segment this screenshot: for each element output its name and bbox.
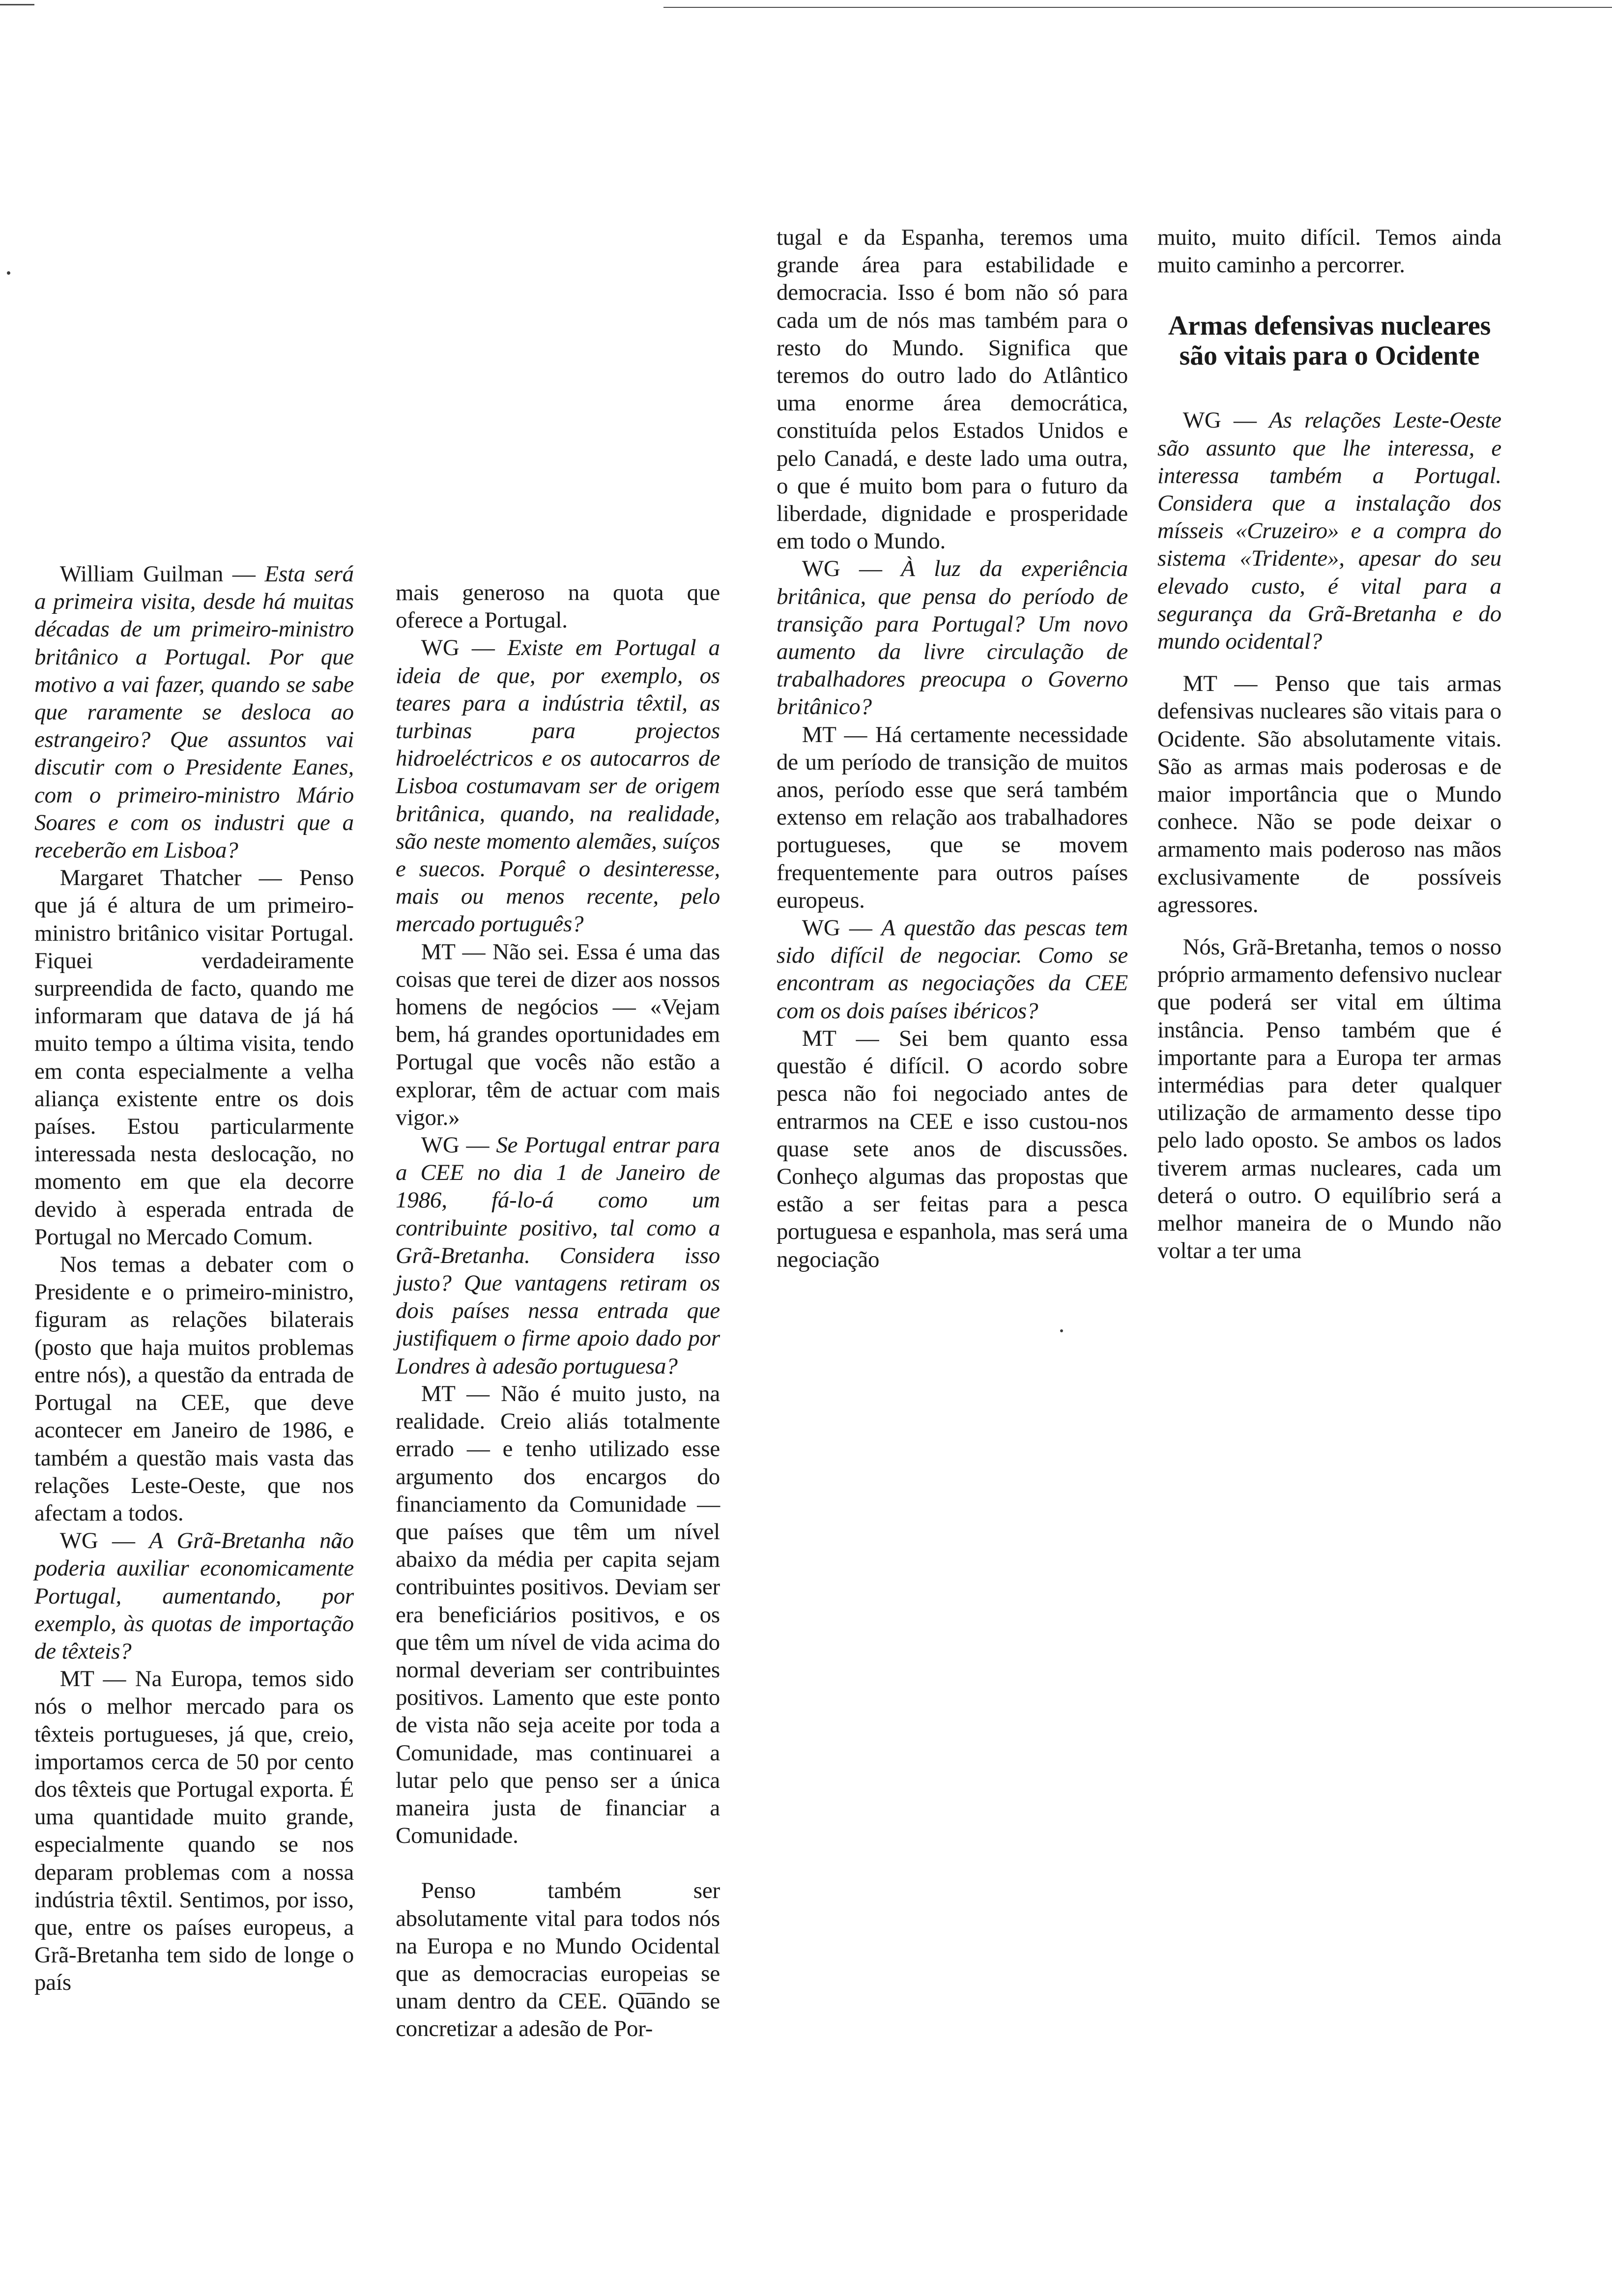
speaker-label: MT — <box>802 721 867 747</box>
interview-paragraph <box>777 914 1128 1025</box>
answer-text: Não sei. Essa é uma das coisas que terei de dizer aos nossos homens de negócios — «Vejam bem, há grandes oportunidades em Portugal que vocês não estão a explorar, têm de actuar com mais vigor.» <box>396 939 720 1130</box>
interview-paragraph <box>1157 406 1501 655</box>
question-text: Se Portugal entrar para a CEE no dia 1 de Janeiro de 1986, fá-lo-á como um contribuinte positivo, tal como a Grã-Bretanha. Considera isso justo? Que vantagens retiram os dois países nessa entrada que justifiquem o firme apoio dado por Londres à adesão portuguesa? <box>396 1132 720 1379</box>
speaker-label: William Guilman — <box>59 561 256 587</box>
interview-paragraph <box>777 555 1128 720</box>
interview-paragraph <box>396 938 720 1131</box>
question-text: A questão das pescas tem sido difícil de negociar. Como se encontram as negociações da CEE com os dois países ibéricos? <box>777 915 1128 1024</box>
column-4-body <box>1157 406 1501 1264</box>
scan-speck <box>7 271 10 275</box>
interview-paragraph <box>396 634 720 938</box>
answer-text: Há certamente necessidade de um período de transição de muitos anos, período esse que será também extenso em relação aos trabalhadores portugueses, que se movem frequentemente para outros países europeus. <box>777 721 1128 913</box>
answer-text: Na Europa, temos sido nós o melhor mercado para os têxteis portugueses, já que, creio, importamos cerca de 50 por cento dos têxteis que Portugal exporta. É uma quantidade muito grande, especialmente quando se nos deparam problemas com a nossa indústria têxtil. Sentimos, por isso, que, entre os países europeus, a Grã-Bretanha tem sido de longe o país <box>34 1666 354 1996</box>
interview-paragraph <box>34 560 354 864</box>
body-paragraph <box>34 1251 354 1527</box>
question-text: Esta será a primeira visita, desde há muitas décadas de um primeiro-ministro britânico a Portugal. Por que motivo a vai fazer, quando se sabe que raramente se desloca ao estrangeiro? Que assuntos vai discutir com o Presidente Eanes, com o primeiro-ministro Mário Soares e com os industri que a receberão em Lisboa? <box>34 561 354 863</box>
answer-text: Penso também ser absolutamente vital para todos nós na Europa e no Mundo Ocidental que as democracias europeias se unam dentro da CEE. Quando se concretizar a adesão de Por- <box>396 1878 720 2042</box>
speaker-label: WG — <box>59 1528 135 1554</box>
interview-paragraph <box>1157 670 1501 918</box>
column-1 <box>34 560 354 1997</box>
answer-text: Sei bem quanto essa questão é difícil. O acordo sobre pesca não foi negociado antes de entrarmos na CEE e isso custou-nos quase sete anos de discussões. Conheço algumas das propostas que estão a ser feitas para a pesca portuguesa e espanhola, mas será uma negociação <box>777 1025 1128 1272</box>
answer-text: Não é muito justo, na realidade. Creio aliás totalmente errado — e tenho utilizado esse argumento dos encargos do financiamento da Comunidade — que países que têm um nível abaixo da média per capita sejam contribuintes positivos. Deviam ser era beneficiários positivos, e os que têm um nível de vida acima do normal deveriam ser contribuintes positivos. Lamento que este ponto de vista não seja aceite por toda a Comunidade, mas continuarei a lutar pelo que penso ser a única maneira justa de financiar a Comunidade. <box>396 1380 720 1849</box>
interview-paragraph <box>34 864 354 1251</box>
answer-text: muito, muito difícil. Temos ainda muito caminho a percorrer. <box>1157 225 1501 278</box>
speaker-label: MT — <box>802 1025 879 1051</box>
body-paragraph <box>396 579 720 634</box>
answer-text: Penso que tais armas defensivas nucleares são vitais para o Ocidente. São absolutamente vitais. São as armas mais poderosas e de maior importância que o Mundo conhece. Não se pode deixar o armamento mais poderoso nas mãos exclusivamente de possíveis agressores. <box>1157 671 1501 918</box>
body-paragraph <box>1157 224 1501 279</box>
speaker-label: WG — <box>421 1132 489 1158</box>
column-4 <box>1157 224 1501 1265</box>
interview-paragraph <box>34 1665 354 1996</box>
top-rule-right <box>663 7 1612 8</box>
question-text: A Grã-Bretanha não poderia auxiliar economicamente Portugal, aumentando, por exemplo, às quotas de importação de têxteis? <box>34 1528 354 1664</box>
speaker-label: WG — <box>802 915 872 941</box>
interview-paragraph <box>777 1025 1128 1273</box>
speaker-label: Margaret Thatcher — <box>59 865 282 891</box>
speaker-label: MT — <box>59 1666 126 1692</box>
answer-text: Penso que já é altura de um primeiro-ministro britânico visitar Portugal. Fiquei verdadeiramente surpreendida de facto, quando me informaram que datava de já há muito tempo a última visita, tendo em conta especialmente a velha aliança existente entre os dois países. Estou particularmente interessada nesta deslocação, no momento em que ela decorre devido à esperada entrada de Portugal no Mercado Comum. <box>34 865 354 1250</box>
speaker-label: MT — <box>1182 671 1258 697</box>
speaker-label: WG — <box>1182 407 1257 433</box>
answer-text: mais generoso na quota que oferece a Portugal. <box>396 580 720 633</box>
interview-paragraph <box>777 721 1128 914</box>
speaker-label: WG — <box>802 556 882 582</box>
body-paragraph <box>1157 933 1501 1264</box>
section-heading: Armas defensivas nucleares são vitais para o Ocidente <box>1168 311 1491 372</box>
answer-text: Nós, Grã-Bretanha, temos o nosso próprio armamento defensivo nuclear que poderá ser vital em última instância. Penso também que é importante para a Europa ter armas intermédias para deter qualquer utilização de armamento desse tipo pelo lado oposto. Se ambos os lados tiverem armas nucleares, cada um deterá o outro. O equilíbrio será a melhor maneira de o Mundo não voltar a ter uma <box>1157 934 1501 1264</box>
body-paragraph <box>396 1877 720 2042</box>
speaker-label: MT — <box>421 939 486 965</box>
body-paragraph <box>777 224 1128 555</box>
interview-paragraph <box>396 1380 720 1849</box>
speaker-label: WG — <box>421 635 495 661</box>
question-text: À luz da experiência britânica, que pensa do período de transição para Portugal? Um novo aumento da livre circulação de trabalhadores preocupa o Governo britânico? <box>777 556 1128 720</box>
column-4-opening <box>1157 224 1501 279</box>
answer-text: Nos temas a debater com o Presidente e o primeiro-ministro, figuram as relações bilaterais (posto que haja muitos problemas entre nós), a questão da entrada de Portugal na CEE, que deve acontecer em Janeiro de 1986, e também a questão mais vasta das relações Leste-Oeste, que nos afectam a todos. <box>34 1252 354 1526</box>
question-text: As relações Leste-Oeste são assunto que lhe interessa, e interessa também a Portugal. Considera que a instalação dos mísseis «Cruzeiro» e a compra do sistema «Tridente», apesar do seu elevado custo, é vital para a segurança da Grã-Bretanha e do mundo ocidental? <box>1157 407 1501 655</box>
column-3 <box>777 224 1128 1273</box>
answer-text: tugal e da Espanha, teremos uma grande área para estabilidade e democracia. Isso é bom não só para cada um de nós mas também para o resto do Mundo. Significa que teremos do outro lado do Atlântico uma enorme área democrática, constituída pelos Estados Unidos e pelo Canadá, e deste lado uma outra, o que é muito bom para o futuro da liberdade, dignidade e prosperidade em todo o Mundo. <box>777 225 1128 554</box>
question-text: Existe em Portugal a ideia de que, por exemplo, os teares para a indústria têxtil, as turbinas para projectos hidroeléctricos e os autocarros de Lisboa costumavam ser de origem britânica, quando, na realidade, são neste momento alemães, suíços e suecos. Porquê o desinteresse, mais ou menos recente, pelo mercado português? <box>396 635 720 937</box>
scan-speck <box>1060 1329 1063 1332</box>
top-rule-left <box>0 4 34 5</box>
interview-paragraph <box>34 1527 354 1665</box>
interview-paragraph <box>396 1131 720 1380</box>
speaker-label: MT — <box>421 1380 489 1406</box>
column-2 <box>396 579 720 2043</box>
